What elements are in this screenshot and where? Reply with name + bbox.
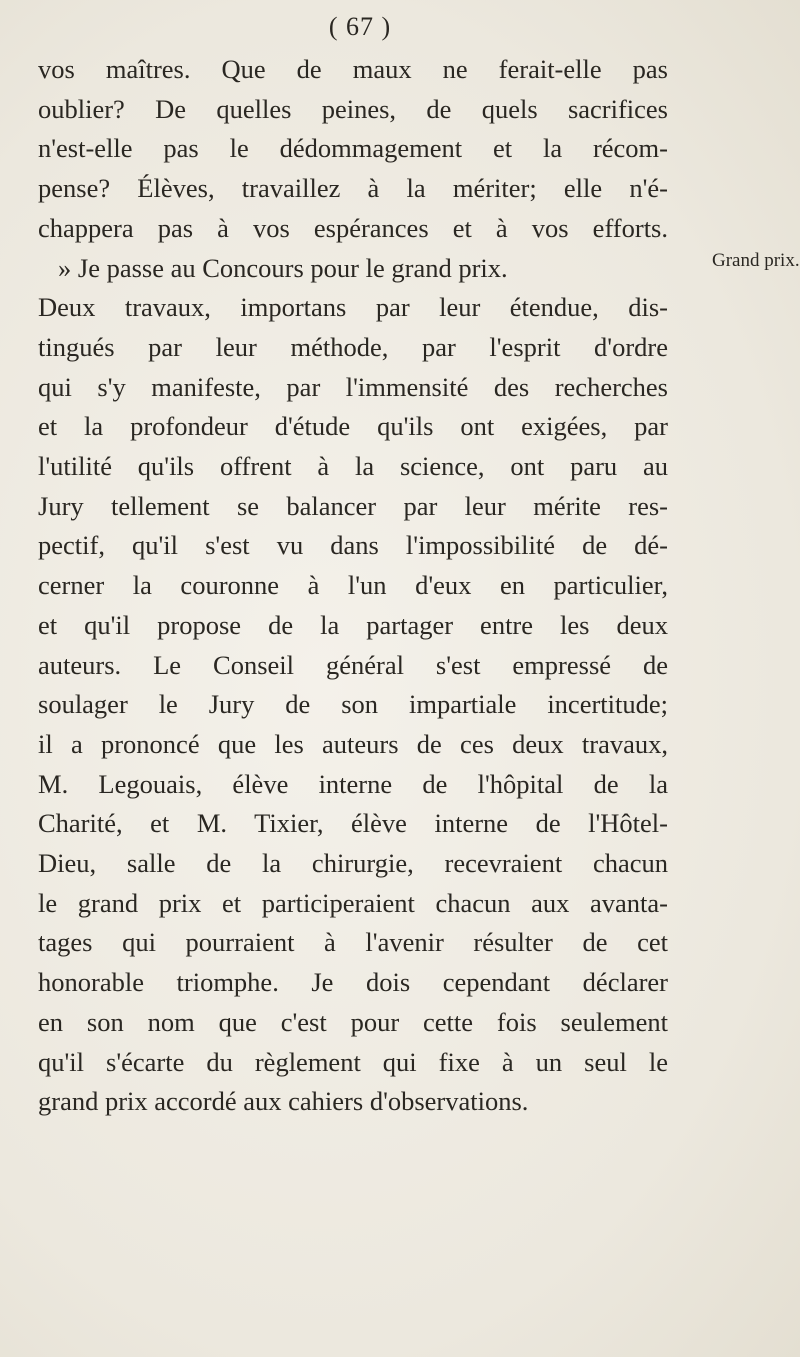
text-line: soulager le Jury de son impartiale incertitude; [38, 689, 668, 720]
text-line: cerner la couronne à l'un d'eux en particulier, [38, 570, 668, 601]
text-line: chappera pas à vos espérances et à vos efforts. [38, 212, 668, 243]
body-text [38, 50, 668, 1122]
text-line: Jury tellement se balancer par leur mérite res- [38, 490, 668, 521]
text-line: Charité, et M. Tixier, élève interne de l'Hôtel- [38, 808, 668, 839]
text-line: qu'il s'écarte du règlement qui fixe à un seul le [38, 1046, 668, 1077]
text-line: et la profondeur d'étude qu'ils ont exigées, par [38, 411, 668, 442]
text-line: tages qui pourraient à l'avenir résulter de cet [38, 927, 668, 958]
text-line: qui s'y manifeste, par l'immensité des recherches [38, 371, 668, 402]
text-line: tingués par leur méthode, par l'esprit d'ordre [38, 331, 668, 362]
text-line: pectif, qu'il s'est vu dans l'impossibilité de dé- [38, 530, 668, 561]
page-number: ( 67 ) [328, 12, 392, 41]
text-line: honorable triomphe. Je dois cependant déclarer [38, 967, 668, 998]
text-line: grand prix accordé aux cahiers d'observations. [38, 1086, 529, 1117]
text-line: » Je passe au Concours pour le grand prix. [58, 252, 508, 283]
text-line: le grand prix et participeraient chacun aux avanta- [38, 887, 668, 918]
text-line: n'est-elle pas le dédommagement et la récom- [38, 133, 668, 164]
text-line: l'utilité qu'ils offrent à la science, ont paru au [38, 451, 668, 482]
text-line: Deux travaux, importans par leur étendue, dis- [38, 292, 668, 323]
text-line: vos maîtres. Que de maux ne ferait-elle pas [38, 54, 668, 84]
text-line: en son nom que c'est pour cette fois seulement [38, 1006, 668, 1037]
text-line: auteurs. Le Conseil général s'est empressé de [38, 649, 668, 680]
text-line: pense? Élèves, travaillez à la mériter; elle n'é- [38, 173, 668, 204]
text-line: Dieu, salle de la chirurgie, recevraient chacun [38, 848, 668, 879]
text-line: il a prononcé que les auteurs de ces deux travaux, [38, 728, 668, 759]
text-line: M. Legouais, élève interne de l'hôpital de la [38, 768, 668, 799]
margin-note: Grand prix. [712, 250, 800, 271]
text-line: et qu'il propose de la partager entre les deux [38, 609, 668, 640]
text-line: oublier? De quelles peines, de quels sacrifices [38, 93, 668, 124]
